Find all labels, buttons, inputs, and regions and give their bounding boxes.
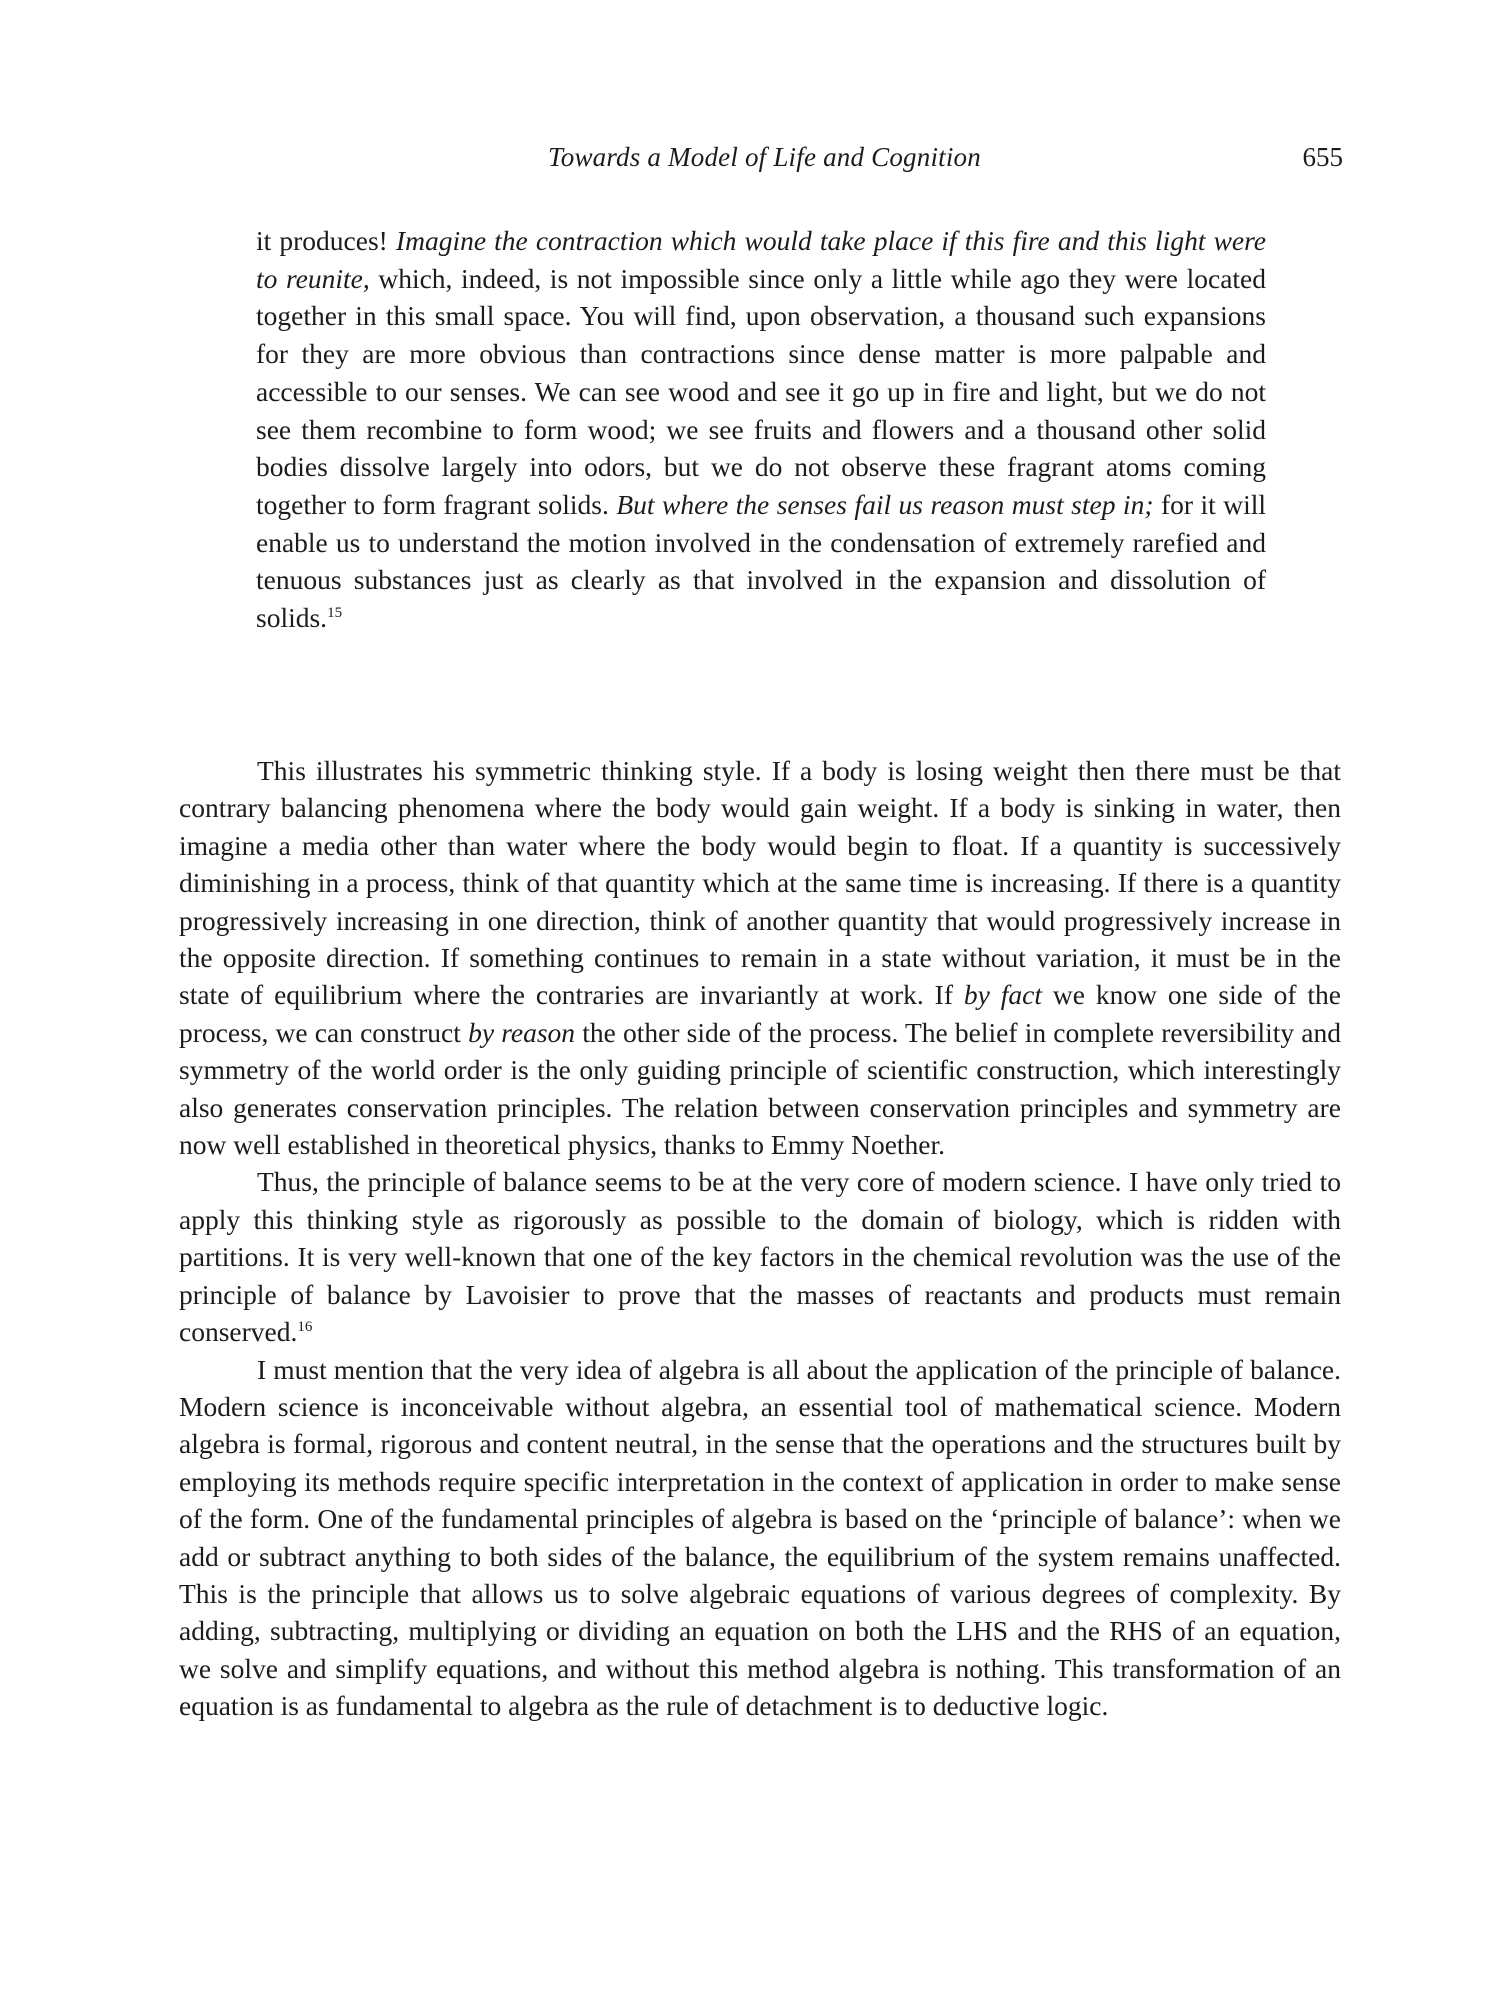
quote-text: for it will enable us to understand the motion involved in the condensation of extremely rarefied and tenuous substances just as clearly as that involved in the expansion and dissolution of solids. <box>256 488 1267 634</box>
paragraph <box>179 1351 1341 1725</box>
quote-italic-text: But where the senses fail us reason must step in; <box>616 488 1154 520</box>
paragraph-text: the other side of the process. The belief in complete reversibility and symmetry of the world order is the only guiding principle of scientific construction, which interestingly also generates conservation principles. The relation between conservation principles and symmetry are now well established in theoretical physics, thanks to Emmy Noether. <box>179 1016 1341 1161</box>
italic-text: by fact <box>963 979 1042 1011</box>
page-number: 655 <box>1302 142 1343 172</box>
running-header <box>0 142 1500 182</box>
quote-text: which, indeed, is not impossible since only a little while ago they were located together in this small space. You will find, upon observation, a thousand such expansions for they are more obvious than contractions since dense matter is more palpable and accessible to our senses. We can see wood and see it go up in fire and light, but we do not see them recombine to form wood; we see fruits and flowers and a thousand other solid bodies dissolve largely into odors, but we do not observe these fragrant atoms coming together to form fragrant solids. <box>256 262 1267 520</box>
block-quote <box>256 222 1266 637</box>
paragraph-text: I must mention that the very idea of algebra is all about the application of the principle of balance. Modern science is inconceivable without algebra, an essential tool of mathematical science. Modern algebra is formal, rigorous and content neutral, in the sense that the operations and the structures built by employing its methods require specific interpretation in the context of application in order to make sense of the form. One of the fundamental principles of algebra is based on the ‘principle of balance’: when we add or subtract anything to both sides of the balance, the equilibrium of the system remains unaffected. This is the principle that allows us to solve algebraic equations of various degrees of complexity. By adding, subtracting, multiplying or dividing an equation on both the LHS and the RHS of an equation, we solve and simplify equations, and without this method algebra is nothing. This transformation of an equation is as fundamental to algebra as the rule of detachment is to deductive logic. <box>179 1353 1341 1722</box>
paragraph-text: This illustrates his symmetric thinking style. If a body is losing weight then there must be that contrary balancing phenomena where the body would gain weight. If a body is sinking in water, then imagine a media other than water where the body would begin to float. If a quantity is successively diminishing in a process, think of that quantity which at the same time is increasing. If there is a quantity progressively increasing in one direction, think of another quantity that would progressively increase in the opposite direction. If something continues to remain in a state without variation, it must be in the state of equilibrium where the contraries are invariantly at work. If <box>179 755 1341 1011</box>
paragraph-text: we know one side of the process, we can construct <box>179 979 1342 1048</box>
quote-italic-text: Imagine the contraction which would take place if this fire and this light were to reunite, <box>256 225 1266 294</box>
italic-text: by reason <box>468 1016 576 1048</box>
paragraph <box>179 752 1341 1163</box>
footnote-marker: 16 <box>297 1318 313 1335</box>
paragraph <box>179 1163 1341 1350</box>
quote-text: it produces! <box>256 225 396 256</box>
running-title: Towards a Model of Life and Cognition <box>548 142 981 172</box>
footnote-marker: 15 <box>327 604 343 621</box>
paragraph-text: Thus, the principle of balance seems to be at the very core of modern science. I have only tried to apply this thinking style as rigorously as possible to the domain of biology, which is ridden with partitions. It is very well-known that one of the key factors in the chemical revolution was the use of the principle of balance by Lavoisier to prove that the masses of reactants and products must remain conserved. <box>179 1166 1341 1348</box>
body-text <box>179 752 1341 1725</box>
